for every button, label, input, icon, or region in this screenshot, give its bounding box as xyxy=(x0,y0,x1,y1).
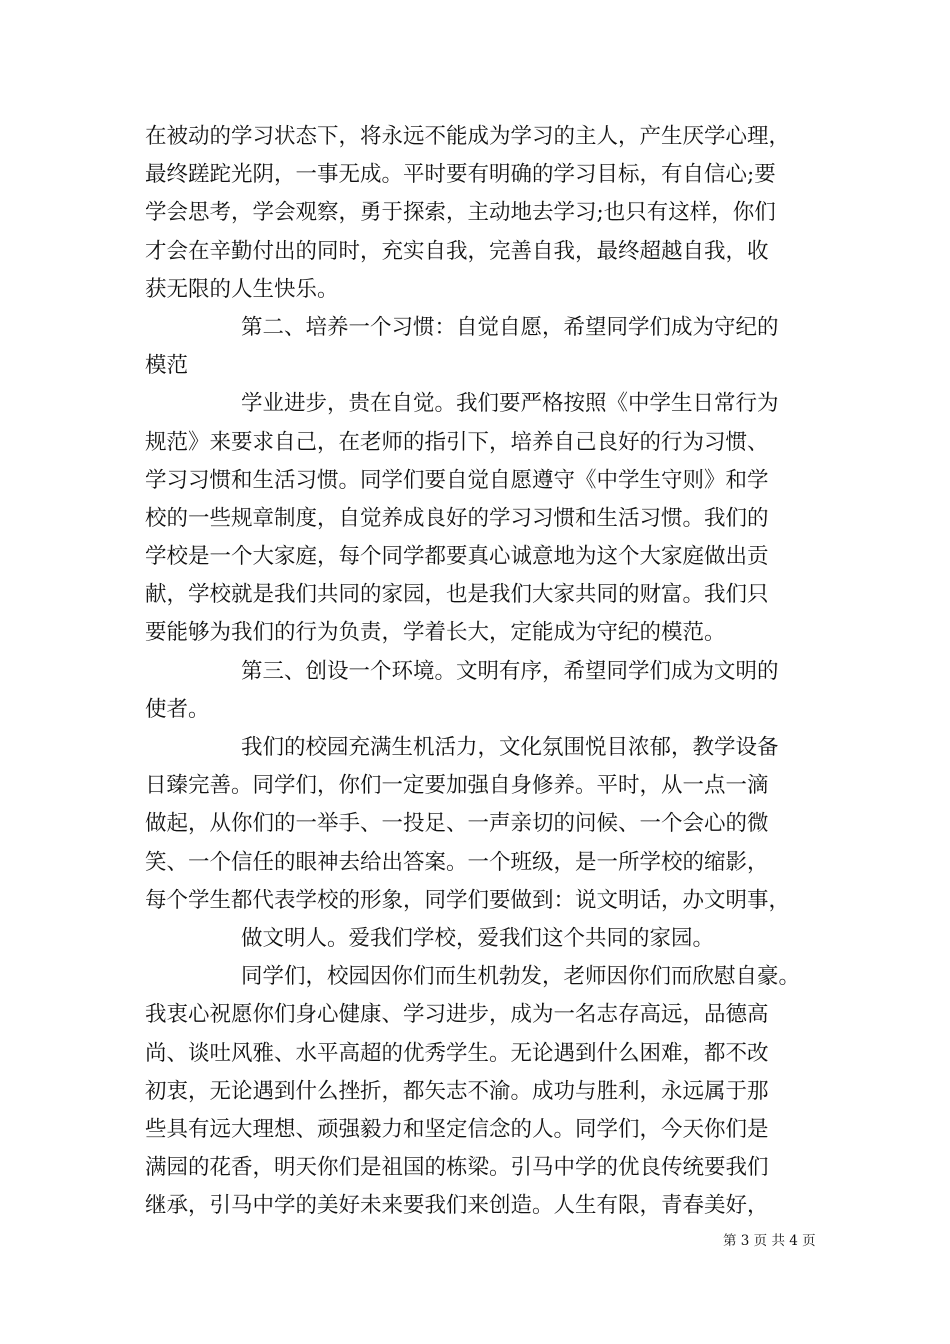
section-heading-line: 第三、创设一个环境。文明有序，希望同学们成为文明的 xyxy=(241,658,779,684)
text-line: 规范》来要求自己，在老师的指引下，培养自己良好的行为习惯、 xyxy=(145,429,769,455)
text-line: 获无限的人生快乐。 xyxy=(145,276,339,302)
page-number-footer: 第 3 页 共 4 页 xyxy=(723,1233,816,1249)
section-heading-line: 模范 xyxy=(145,353,189,379)
text-line: 学校是一个大家庭，每个同学都要真心诚意地为这个大家庭做出贡 xyxy=(145,544,769,570)
text-line: 尚、谈吐风雅、水平高超的优秀学生。无论遇到什么困难，都不改 xyxy=(145,1040,769,1066)
text-line: 我们的校园充满生机活力，文化氛围悦目浓郁，教学设备 xyxy=(241,735,779,760)
text-line: 在被动的学习状态下，将永远不能成为学习的主人，产生厌学心理， xyxy=(145,124,791,149)
text-line: 学业进步，贵在自觉。我们要严格按照《中学生日常行为 xyxy=(241,391,779,417)
text-line: 日臻完善。同学们，你们一定要加强自身修养。平时，从一点一滴 xyxy=(145,773,769,799)
text-line: 些具有远大理想、顽强毅力和坚定信念的人。同学们，今天你们是 xyxy=(145,1116,769,1142)
text-line: 做起，从你们的一举手、一投足、一声亲切的问候、一个会心的微 xyxy=(145,811,769,837)
text-line: 初衷，无论遇到什么挫折，都矢志不渝。成功与胜利，永远属于那 xyxy=(145,1078,769,1104)
body-text xyxy=(145,118,825,1225)
text-line: 继承，引马中学的美好未来要我们来创造。人生有限，青春美好， xyxy=(145,1193,769,1219)
text-line: 献，学校就是我们共同的家园，也是我们大家共同的财富。我们只 xyxy=(145,582,769,608)
text-line: 满园的花香，明天你们是祖国的栋梁。引马中学的优良传统要我们 xyxy=(145,1155,769,1181)
text-line: 才会在辛勤付出的同时，充实自我，完善自我，最终超越自我，收 xyxy=(145,238,769,264)
text-line: 每个学生都代表学校的形象，同学们要做到：说文明话，办文明事， xyxy=(145,887,791,913)
text-line: 做文明人。爱我们学校，爱我们这个共同的家园。 xyxy=(241,925,715,951)
section-heading-line: 使者。 xyxy=(145,696,210,722)
text-line: 要能够为我们的行为负责，学着长大，定能成为守纪的模范。 xyxy=(145,620,726,646)
text-line: 学习习惯和生活习惯。同学们要自觉自愿遵守《中学生守则》和学 xyxy=(145,467,769,493)
text-line: 学会思考，学会观察，勇于探索，主动地去学习;也只有这样，你们 xyxy=(145,200,776,226)
text-line: 同学们，校园因你们而生机勃发，老师因你们而欣慰自豪。 xyxy=(241,964,801,990)
text-line: 校的一些规章制度，自觉养成良好的学习习惯和生活习惯。我们的 xyxy=(145,505,769,531)
text-line: 我衷心祝愿你们身心健康、学习进步，成为一名志存高远，品德高 xyxy=(145,1002,769,1028)
section-heading-line: 第二、培养一个习惯：自觉自愿，希望同学们成为守纪的 xyxy=(241,314,779,340)
text-line: 笑、一个信任的眼神去给出答案。一个班级，是一所学校的缩影， xyxy=(145,849,769,875)
text-line: 最终蹉跎光阴，一事无成。平时要有明确的学习目标，有自信心;要 xyxy=(145,162,776,188)
